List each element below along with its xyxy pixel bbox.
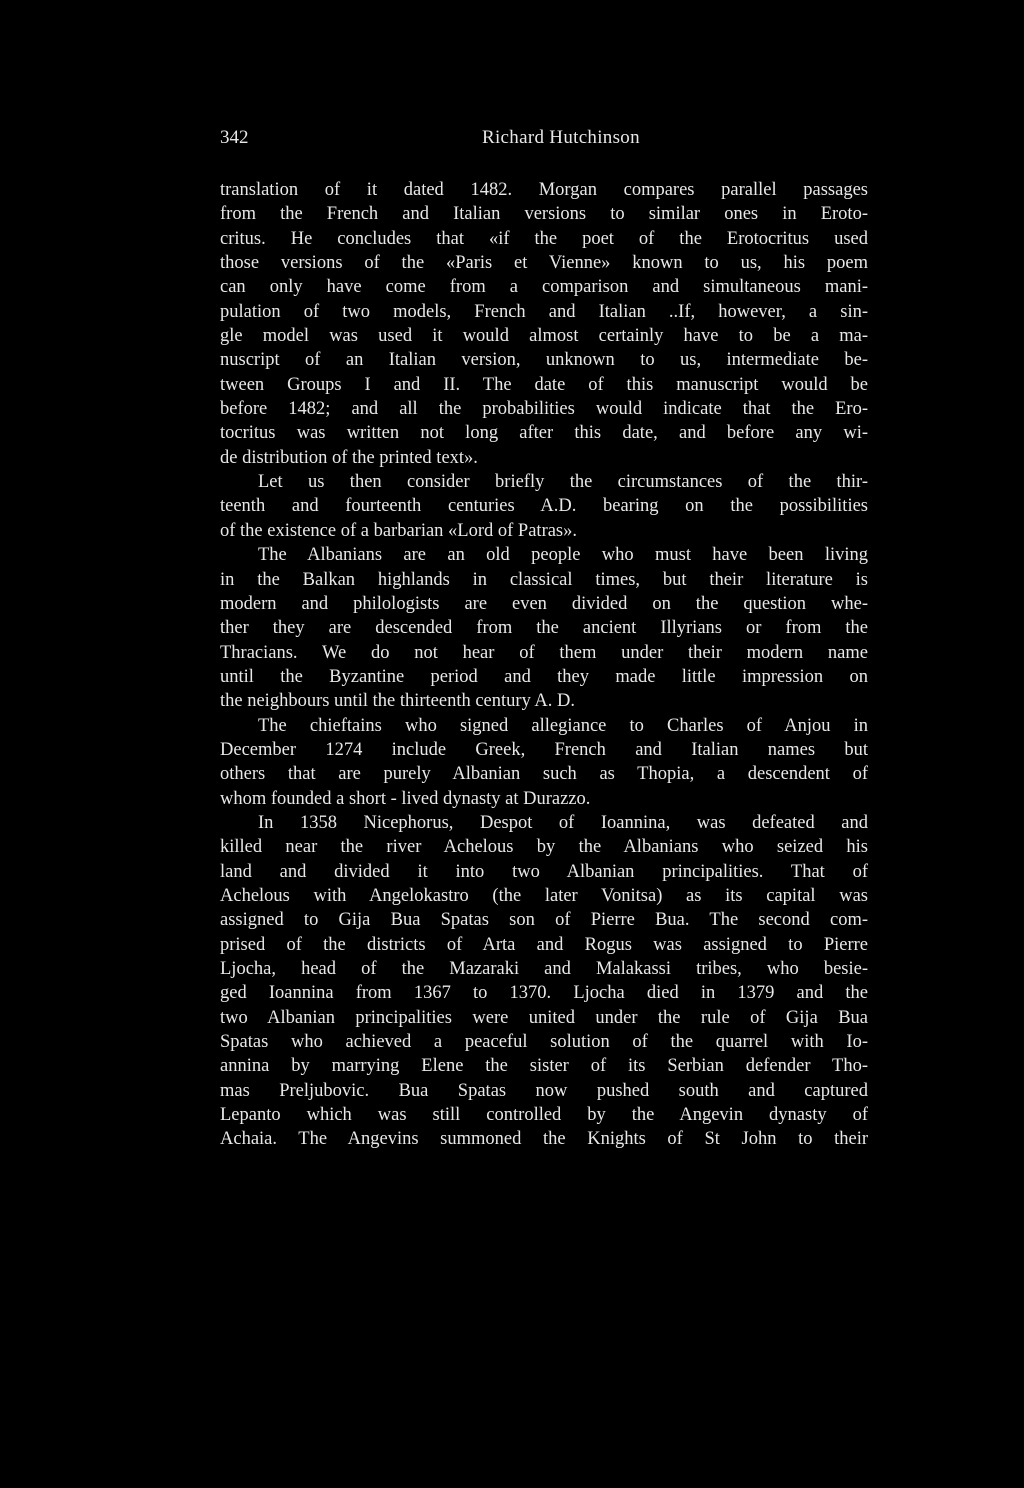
text-line: de distribution of the printed text».: [220, 447, 478, 468]
text-line: Spatas who achieved a peaceful solution of the quarrel with Io-: [220, 1032, 868, 1053]
text-line: before 1482; and all the probabilities would indicate that the Ero-: [220, 399, 868, 420]
page-header: [220, 124, 868, 152]
text-line: gle model was used it would almost certainly have to be a ma-: [220, 326, 868, 347]
body-text: [220, 178, 868, 1152]
text-line: ged Ioannina from 1367 to 1370. Ljocha died in 1379 and the: [220, 983, 868, 1004]
text-line: Thracians. We do not hear of them under their modern name: [220, 642, 868, 663]
text-line: Lepanto which was still controlled by the Angevin dynasty of: [220, 1105, 868, 1126]
text-line: The Albanians are an old people who must have been living: [258, 545, 868, 566]
text-line: December 1274 include Greek, French and Italian names but: [220, 739, 868, 760]
text-line: Achelous with Angelokastro (the later Vonitsa) as its capital was: [220, 885, 868, 906]
text-line: modern and philologists are even divided on the question whe-: [220, 593, 868, 614]
text-line: can only have come from a comparison and simultaneous mani-: [220, 277, 868, 298]
text-line: the neighbours until the thirteenth century A. D.: [220, 691, 576, 712]
text-line: those versions of the «Paris et Vienne» known to us, his poem: [220, 253, 868, 274]
text-line: pulation of two models, French and Italian ..If, however, a sin-: [220, 301, 868, 322]
text-line: until the Byzantine period and they made little impression on: [220, 666, 868, 687]
page-number: 342: [220, 127, 249, 148]
text-line: ther they are descended from the ancient Illyrians or from the: [220, 618, 868, 639]
text-line: Let us then consider briefly the circumstances of the thir-: [258, 472, 868, 493]
text-line: prised of the districts of Arta and Rogus was assigned to Pierre: [220, 934, 868, 955]
text-line: assigned to Gija Bua Spatas son of Pierre Bua. The second com-: [220, 910, 868, 931]
text-line: of the existence of a barbarian «Lord of Patras».: [220, 520, 578, 541]
text-line: teenth and fourteenth centuries A.D. bearing on the possibilities: [220, 496, 868, 517]
text-line: in the Balkan highlands in classical times, but their literature is: [220, 569, 868, 590]
text-line: land and divided it into two Albanian principalities. That of: [220, 861, 868, 882]
text-line: tocritus was written not long after this date, and before any wi-: [220, 423, 868, 444]
text-line: from the French and Italian versions to similar ones in Eroto-: [220, 204, 868, 225]
text-line: whom founded a short - lived dynasty at Durazzo.: [220, 788, 591, 809]
text-line: Ljocha, head of the Mazaraki and Malakassi tribes, who besie-: [220, 959, 868, 979]
text-line: critus. He concludes that «if the poet of the Erotocritus used: [220, 228, 868, 249]
text-line: mas Preljubovic. Bua Spatas now pushed south and captured: [220, 1080, 868, 1101]
text-line: others that are purely Albanian such as Thopia, a descendent of: [220, 764, 868, 785]
text-line: killed near the river Achelous by the Albanians who seized his: [220, 837, 868, 858]
text-line: annina by marrying Elene the sister of its Serbian defender Tho-: [220, 1056, 868, 1077]
text-line: In 1358 Nicephorus, Despot of Ioannina, was defeated and: [258, 812, 868, 833]
text-line: two Albanian principalities were united under the rule of Gija Bua: [220, 1007, 868, 1028]
running-head: Richard Hutchinson: [482, 127, 640, 148]
text-line: translation of it dated 1482. Morgan compares parallel passages: [220, 180, 868, 200]
text-line: nuscript of an Italian version, unknown to us, intermediate be-: [220, 350, 868, 371]
text-line: The chieftains who signed allegiance to Charles of Anjou in: [258, 715, 868, 736]
text-line: Achaia. The Angevins summoned the Knights of St John to their: [220, 1129, 868, 1150]
text-line: tween Groups I and II. The date of this manuscript would be: [220, 374, 868, 395]
